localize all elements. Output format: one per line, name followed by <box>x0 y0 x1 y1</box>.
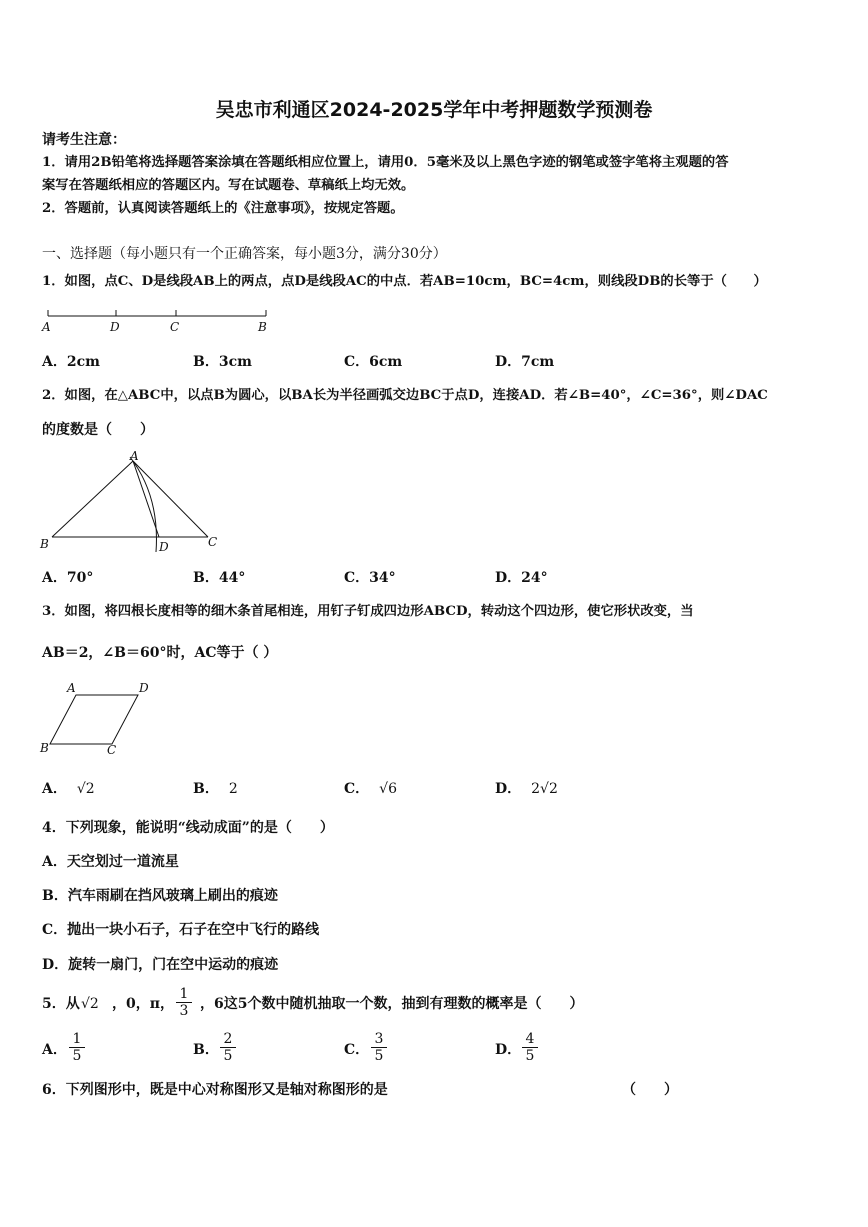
question-1-figure <box>40 306 280 336</box>
question-5-suffix: ，6这5个数中随机抽取一个数，抽到有理数的概率是（ ） <box>200 996 584 1012</box>
q1-option-c[interactable]: C．6cm <box>344 354 403 370</box>
question-4-text: 4．下列现象，能说明“线动成面”的是（ ） <box>42 820 334 836</box>
q5-option-a-fraction: $\frac{1}{5}$ <box>69 1031 85 1064</box>
fraction-one-third: $\frac{1}{3}$ <box>176 986 192 1019</box>
notice-line-1b: 案写在答题纸相应的答题区内。写在试题卷、草稿纸上均无效。 <box>42 178 415 193</box>
sqrt-2: √2 <box>81 996 99 1012</box>
point-label-b: B <box>40 537 49 551</box>
question-5-prefix: 5．从 <box>42 996 80 1012</box>
notice-line-1: 1．请用2B铅笔将选择题答案涂填在答题纸相应位置上，请用0．5毫米及以上黑色字迹的钢笔或签字笔将主观题的答 <box>42 155 729 170</box>
question-1-text: 1．如图，点C、D是线段AB上的两点，点D是线段AC的中点．若AB=10cm，BC=4cm，则线段DB的长等于（ ） <box>42 274 767 289</box>
q1-option-d[interactable]: D．7cm <box>495 354 555 370</box>
question-6-text: 6．下列图形中，既是中心对称图形又是轴对称图形的是 <box>42 1082 388 1098</box>
q1-option-b[interactable]: B．3cm <box>193 354 252 370</box>
page-title: 吴忠市利通区2024-2025学年中考押题数学预测卷 <box>215 99 653 121</box>
q5-option-b[interactable]: B． <box>193 1042 219 1058</box>
question-3-text-2: AB＝2，∠B＝60°时，AC等于（ ） <box>42 645 278 661</box>
q2-option-d[interactable]: D．24° <box>495 570 548 586</box>
notice-line-2: 2．答题前，认真阅读答题纸上的《注意事项》，按规定答题。 <box>42 201 404 216</box>
q1-option-a[interactable]: A．2cm <box>42 354 100 370</box>
point-label-d: D <box>159 540 169 554</box>
point-label-a: A <box>42 320 51 334</box>
point-label-d: D <box>139 681 149 695</box>
point-label-d: D <box>110 320 120 334</box>
q4-option-d[interactable]: D．旋转一扇门，门在空中运动的痕迹 <box>42 957 279 973</box>
question-2-figure <box>38 448 228 558</box>
q5-option-c-fraction: $\frac{3}{5}$ <box>371 1031 387 1064</box>
point-label-c: C <box>107 743 117 757</box>
section-heading: 一、选择题（每小题只有一个正确答案，每小题3分，满分30分） <box>42 246 447 262</box>
point-label-a: A <box>130 449 139 463</box>
q2-option-c[interactable]: C．34° <box>344 570 396 586</box>
point-label-b: B <box>40 741 49 755</box>
point-label-c: C <box>170 320 180 334</box>
question-2-text: 2．如图，在△ABC中，以点B为圆心，以BA长为半径画弧交边BC于点D，连接AD．若∠B=40°，∠C=36°，则∠DAC <box>42 388 768 403</box>
notice-heading: 请考生注意： <box>42 132 126 148</box>
question-6-answer-paren: （ ） <box>622 1082 678 1098</box>
q3-option-b[interactable]: B． 2 <box>193 781 238 797</box>
q4-option-b[interactable]: B．汽车雨刷在挡风玻璃上刷出的痕迹 <box>42 888 278 904</box>
q5-option-a[interactable]: A． <box>42 1042 67 1058</box>
question-2-text-2: 的度数是（ ） <box>42 422 154 438</box>
q4-option-a[interactable]: A．天空划过一道流星 <box>42 854 179 870</box>
point-label-b: B <box>258 320 267 334</box>
q2-option-b[interactable]: B．44° <box>193 570 246 586</box>
q3-option-d[interactable]: D． 2√2 <box>495 781 558 797</box>
q4-option-c[interactable]: C．抛出一块小石子，石子在空中飞行的路线 <box>42 922 320 938</box>
q5-option-b-fraction: $\frac{2}{5}$ <box>220 1031 236 1064</box>
q5-option-d-fraction: $\frac{4}{5}$ <box>522 1031 538 1064</box>
q2-option-a[interactable]: A．70° <box>42 570 94 586</box>
q5-option-c[interactable]: C． <box>344 1042 370 1058</box>
question-3-figure <box>38 680 168 760</box>
point-label-c: C <box>208 535 218 549</box>
q3-option-a[interactable]: A． √2 <box>42 781 95 797</box>
question-3-text: 3．如图，将四根长度相等的细木条首尾相连，用钉子钉成四边形ABCD，转动这个四边形，使它形状改变，当 <box>42 604 694 619</box>
question-5-mid: ，0，π， <box>112 996 174 1012</box>
q3-option-c[interactable]: C． √6 <box>344 781 397 797</box>
point-label-a: A <box>67 681 76 695</box>
q5-option-d[interactable]: D． <box>495 1042 522 1058</box>
